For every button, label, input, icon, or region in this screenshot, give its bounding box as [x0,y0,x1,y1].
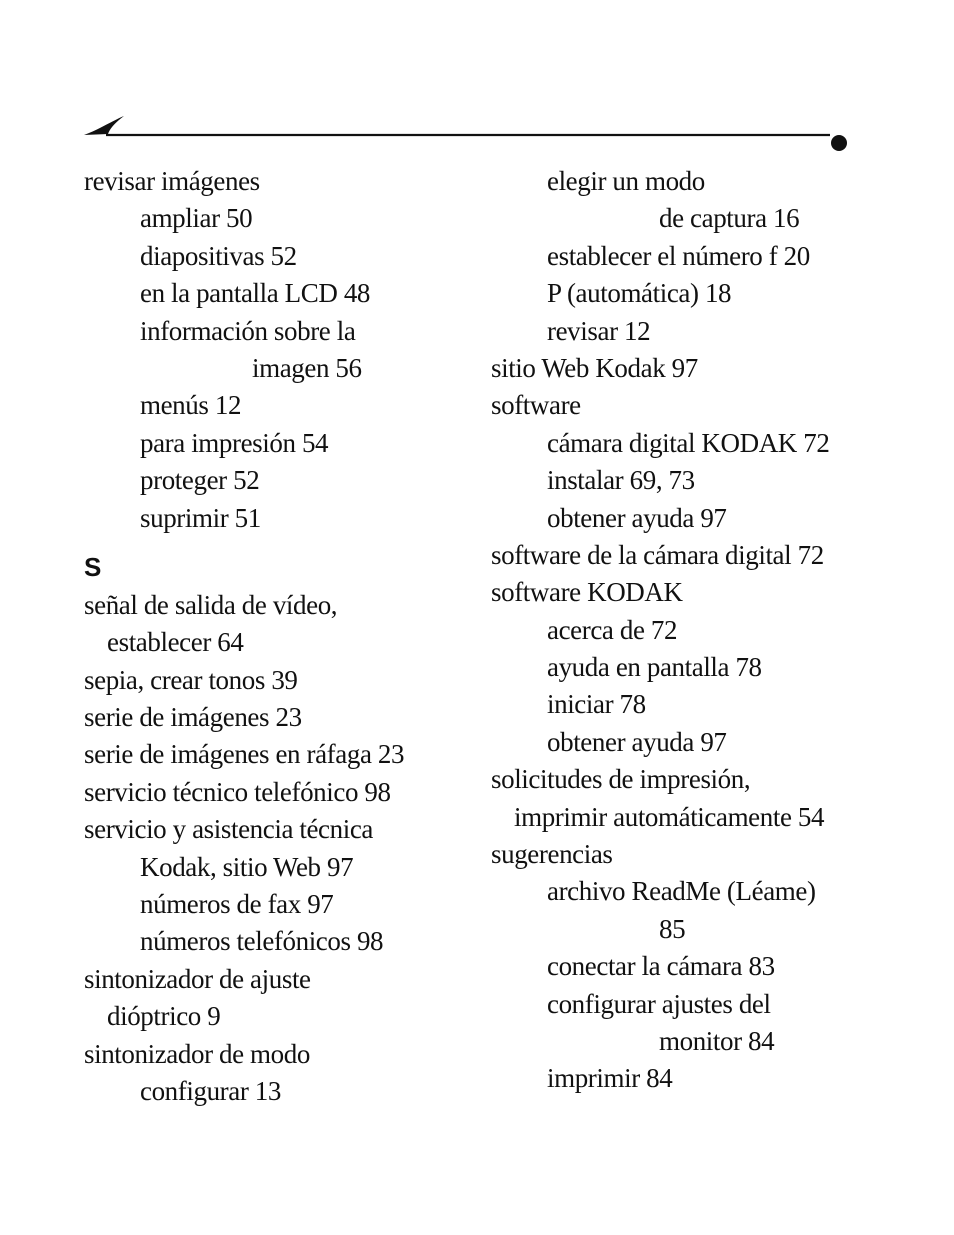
index-subentry-continuation: imagen 56 [252,352,362,383]
quill-tip-icon [84,116,124,135]
index-subentry: números telefónicos 98 [140,926,384,957]
index-subentry: cámara digital KODAK 72 [547,427,830,458]
index-subentry: obtener ayuda 97 [547,502,727,533]
section-letter-heading: S [84,551,101,582]
rule-end-dot-icon [831,135,847,151]
index-subentry: proteger 52 [140,465,260,496]
index-subentry: suprimir 51 [140,502,261,533]
index-subentry: números de fax 97 [140,889,334,920]
index-subentry: archivo ReadMe (Léame) [547,876,816,907]
index-entry: servicio técnico telefónico 98 [84,776,391,807]
index-subentry: iniciar 78 [547,689,646,720]
index-subentry-continuation: 85 [659,913,686,944]
index-entry: revisar imágenes [84,166,260,196]
index-subentry: información sobre la [140,315,356,346]
index-entry: solicitudes de impresión, [491,764,751,795]
index-subentry: elegir un modo [547,166,705,196]
index-entry: sintonizador de ajuste [84,963,311,994]
index-subentry: ayuda en pantalla 78 [547,652,762,683]
index-entry: serie de imágenes en ráfaga 23 [84,739,405,770]
index-subentry: configurar 13 [140,1075,281,1106]
index-subentry: ampliar 50 [140,203,253,234]
index-entry-continuation: imprimir automáticamente 54 [514,801,825,832]
index-entry: sitio Web Kodak 97 [491,352,698,383]
index-entry: software de la cámara digital 72 [491,539,824,570]
index-entry: sugerencias [491,839,613,870]
index-subentry: establecer el número f 20 [547,240,810,271]
index-entry: software [491,390,581,421]
index-subentry-continuation: de captura 16 [659,203,800,234]
index-subentry: conectar la cámara 83 [547,951,775,982]
index-subentry: menús 12 [140,390,242,421]
index-subentry-continuation: monitor 84 [659,1025,775,1056]
index-entry: señal de salida de vídeo, [84,589,338,620]
index-subentry: diapositivas 52 [140,240,297,271]
index-subentry: P (automática) 18 [547,278,732,309]
header-rule-graphic [84,112,850,156]
index-entry: sintonizador de modo [84,1038,310,1069]
index-subentry: en la pantalla LCD 48 [140,278,371,309]
index-entry-continuation: dióptrico 9 [107,1001,221,1032]
header-rule [84,112,850,156]
index-entry: servicio y asistencia técnica [84,814,374,845]
index-column-right [491,163,931,1098]
index-entry: serie de imágenes 23 [84,702,302,733]
index-column-left [84,163,504,1110]
index-subentry: imprimir 84 [547,1063,673,1094]
index-entry-continuation: establecer 64 [107,627,244,658]
index-subentry: Kodak, sitio Web 97 [140,851,354,882]
index-subentry: para impresión 54 [140,427,329,458]
index-subentry: instalar 69, 73 [547,465,695,496]
index-subentry: revisar 12 [547,315,651,346]
index-subentry: obtener ayuda 97 [547,726,727,757]
index-subentry: configurar ajustes del [547,988,771,1019]
index-entry: software KODAK [491,577,683,608]
index-entry: sepia, crear tonos 39 [84,664,298,695]
index-subentry: acerca de 72 [547,614,678,645]
